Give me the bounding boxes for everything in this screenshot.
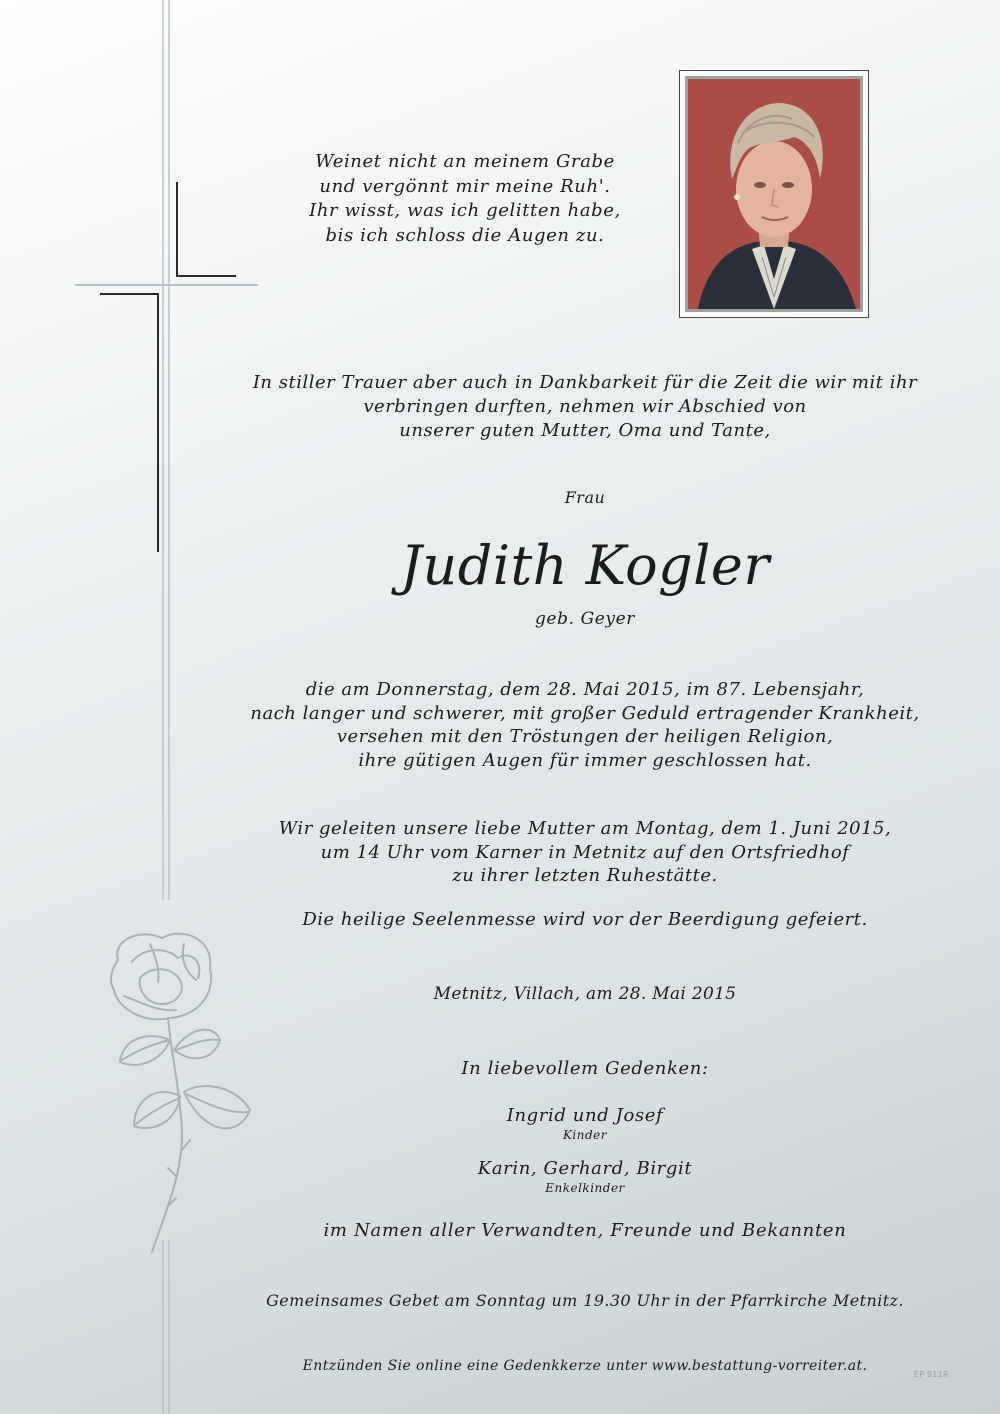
memory-heading: In liebevollem Gedenken:: [461, 1058, 709, 1079]
mass-info: Die heilige Seelenmesse wird vor der Beerdigung gefeiert.: [302, 909, 868, 930]
funeral-info: [240, 817, 930, 888]
rose-icon: [111, 934, 250, 1252]
death-notice-line: nach langer und schwerer, mit großer Geduld ertragender Krankheit,: [250, 702, 920, 724]
death-notice: [200, 678, 970, 772]
funeral-line: Wir geleiten unsere liebe Mutter am Montag, dem 1. Juni 2015,: [278, 818, 892, 839]
poem: [280, 150, 650, 248]
template-code: EP 911R: [914, 1370, 949, 1379]
portrait-frame: [679, 70, 869, 318]
mourner-names: Ingrid und Josef: [506, 1105, 664, 1126]
intro-line: verbringen durften, nehmen wir Abschied von: [363, 396, 807, 417]
death-notice-line: die am Donnerstag, dem 28. Mai 2015, im 87. Lebensjahr,: [305, 679, 865, 700]
intro-line: In stiller Trauer aber auch in Dankbarkeit für die Zeit die wir mit ihr: [252, 372, 918, 393]
title-prefix: Frau: [564, 488, 606, 507]
deceased-name: Judith Kogler: [400, 534, 770, 597]
on-behalf-text: im Namen aller Verwandten, Freunde und Bekannten: [323, 1220, 847, 1241]
mourner-group: [435, 1104, 735, 1142]
death-notice-line: versehen mit den Tröstungen der heiligen Religion,: [336, 726, 834, 747]
mourner-role: Kinder: [562, 1128, 608, 1142]
prayer-notice: Gemeinsames Gebet am Sonntag um 19.30 Uhr in der Pfarrkirche Metnitz.: [266, 1291, 904, 1310]
portrait-photo: [685, 76, 863, 312]
poem-line: Ihr wisst, was ich gelitten habe,: [309, 200, 621, 221]
death-notice-line: ihre gütigen Augen für immer geschlossen hat.: [358, 749, 812, 771]
portrait-image: [688, 79, 860, 309]
funeral-line: zu ihrer letzten Ruhestätte.: [452, 865, 718, 886]
online-candle-notice: Entzünden Sie online eine Gedenkkerze unter www.bestattung-vorreiter.at.: [302, 1358, 868, 1374]
place-date: Metnitz, Villach, am 28. Mai 2015: [433, 984, 737, 1004]
intro-line: unserer guten Mutter, Oma und Tante,: [399, 420, 771, 441]
intro-text: [230, 371, 940, 443]
poem-line: Weinet nicht an meinem Grabe: [315, 151, 615, 172]
poem-line: bis ich schloss die Augen zu.: [325, 224, 605, 246]
mourner-group: [435, 1157, 735, 1195]
mourner-names: Karin, Gerhard, Birgit: [477, 1158, 693, 1179]
mourner-role: Enkelkinder: [545, 1181, 625, 1195]
maiden-name: geb. Geyer: [534, 609, 636, 629]
funeral-line: um 14 Uhr vom Karner in Metnitz auf den Ortsfriedhof: [320, 841, 850, 863]
poem-line: und vergönnt mir meine Ruh'.: [319, 175, 611, 197]
